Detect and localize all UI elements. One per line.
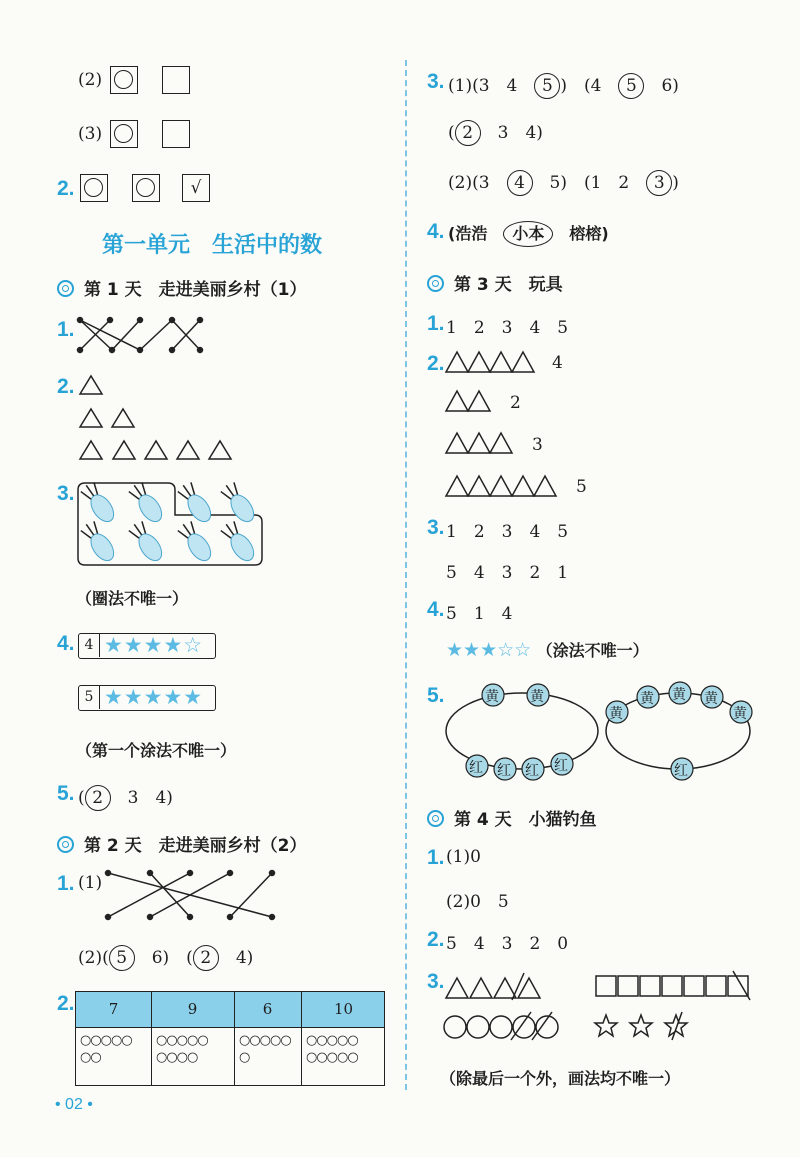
question-number: 2. bbox=[427, 928, 445, 951]
answer-line: (1)0 bbox=[446, 847, 481, 867]
stars-row: ★★★★☆ bbox=[104, 633, 204, 657]
circled-number: 2 bbox=[85, 785, 111, 811]
answer-line: (1)(3 4 5 ) (4 5 6) bbox=[448, 71, 679, 99]
answer-line: (浩浩 小本 榕榕) bbox=[448, 221, 609, 247]
question-number: 1. bbox=[57, 318, 75, 341]
bead-label: 黄 bbox=[704, 691, 718, 707]
note-text: （第一个涂法不唯一） bbox=[76, 741, 237, 760]
circled-number: 2 bbox=[455, 120, 481, 146]
section-header-day2: 第 2 天 走进美丽乡村（2） bbox=[57, 831, 307, 856]
answer-line: (2)( 5 6) ( 2 4) bbox=[78, 943, 253, 971]
circled-number: 5 bbox=[534, 73, 560, 99]
bead-label: 红 bbox=[497, 763, 511, 779]
question-number: 1. bbox=[57, 872, 75, 895]
question-number: 3. bbox=[427, 516, 445, 539]
question-number: 4. bbox=[427, 220, 445, 243]
section-header-day1: 第 1 天 走进美丽乡村（1） bbox=[57, 275, 307, 300]
prev-row3-label: (3) bbox=[78, 124, 103, 144]
table-header: 6 bbox=[262, 1000, 273, 1018]
section-header-day4: 第 4 天 小猫钓鱼 bbox=[427, 805, 597, 830]
note-text: （圈法不唯一） bbox=[76, 589, 189, 608]
star-box-4: 4 ★★★★☆ bbox=[78, 633, 216, 659]
answer-line: (2)0 5 bbox=[446, 892, 509, 912]
stars-row: ★★★★★ bbox=[104, 685, 204, 709]
question-number: 3. bbox=[427, 70, 445, 93]
question-number: 4. bbox=[57, 632, 75, 655]
question-number: 2. bbox=[57, 375, 75, 398]
answer-line: 1 2 3 4 5 bbox=[446, 522, 569, 542]
table-cell: ○○○○○ ○○○○ bbox=[156, 1033, 208, 1065]
answer-line: (2)(3 4 5) (1 2 3 ) bbox=[448, 168, 679, 196]
bead-label: 黄 bbox=[733, 706, 747, 722]
circled-number: 3 bbox=[646, 170, 672, 196]
table-header: 7 bbox=[108, 1000, 119, 1018]
table-cell: ○○○○○ ○○ bbox=[80, 1033, 132, 1065]
count-value: 4 bbox=[552, 353, 563, 373]
star-box-5: 5 ★★★★★ bbox=[78, 685, 216, 711]
table-header: 9 bbox=[187, 1000, 198, 1018]
question-number: 1. bbox=[427, 846, 445, 869]
bead-label: 红 bbox=[469, 760, 483, 776]
bead-label: 红 bbox=[525, 763, 539, 779]
sub-label: (1) bbox=[78, 873, 103, 893]
circled-number: 4 bbox=[507, 170, 533, 196]
answer-line: 5 4 3 2 0 bbox=[446, 934, 569, 954]
stars-row: ★★★☆☆ bbox=[446, 639, 532, 661]
table-cell: ○○○○○ ○○○○○ bbox=[306, 1033, 358, 1065]
answer-line: ( 2 3 4) bbox=[78, 783, 173, 811]
question-number: 4. bbox=[427, 598, 445, 621]
count-value: 2 bbox=[510, 393, 521, 413]
answer-line: 1 2 3 4 5 bbox=[446, 318, 569, 338]
question-number: 2. bbox=[57, 992, 75, 1015]
question-number: 2. bbox=[427, 352, 445, 375]
answer-line: ★★★☆☆ （涂法不唯一） bbox=[446, 639, 649, 661]
circled-number: 5 bbox=[618, 73, 644, 99]
bead-label: 黄 bbox=[485, 689, 499, 705]
bead-label: 黄 bbox=[672, 687, 686, 703]
answer-line: 5 1 4 bbox=[446, 604, 513, 624]
bead-label: 红 bbox=[674, 763, 688, 779]
circled-name: 小本 bbox=[503, 221, 553, 247]
circled-number: 5 bbox=[109, 945, 135, 971]
bead-label: 黄 bbox=[640, 691, 654, 707]
question-number: 3. bbox=[57, 482, 75, 505]
question-number: 2. bbox=[57, 177, 75, 200]
page-number: • 02 • bbox=[55, 1096, 93, 1113]
note-text: （除最后一个外，画法均不唯一） bbox=[440, 1069, 681, 1088]
question-number: 5. bbox=[57, 782, 75, 805]
count-value: 5 bbox=[576, 477, 587, 497]
bead-label: 黄 bbox=[530, 689, 544, 705]
prev-row2-label: (2) bbox=[78, 70, 103, 90]
count-value: 3 bbox=[532, 435, 543, 455]
question-number: 1. bbox=[427, 312, 445, 335]
answer-line: 5 4 3 2 1 bbox=[446, 563, 569, 583]
section-header-day3: 第 3 天 玩具 bbox=[427, 270, 563, 295]
question-number: 5. bbox=[427, 684, 445, 707]
bead-label: 黄 bbox=[609, 706, 623, 722]
circled-number: 2 bbox=[193, 945, 219, 971]
unit-title: 第一单元 生活中的数 bbox=[102, 233, 323, 258]
answer-box-check: √ bbox=[182, 174, 210, 202]
bead-label: 红 bbox=[554, 758, 568, 774]
answer-line: ( 2 3 4) bbox=[448, 118, 543, 146]
question-number: 3. bbox=[427, 970, 445, 993]
table-header: 10 bbox=[333, 1000, 354, 1018]
table-cell: ○○○○○ ○ bbox=[239, 1033, 291, 1065]
